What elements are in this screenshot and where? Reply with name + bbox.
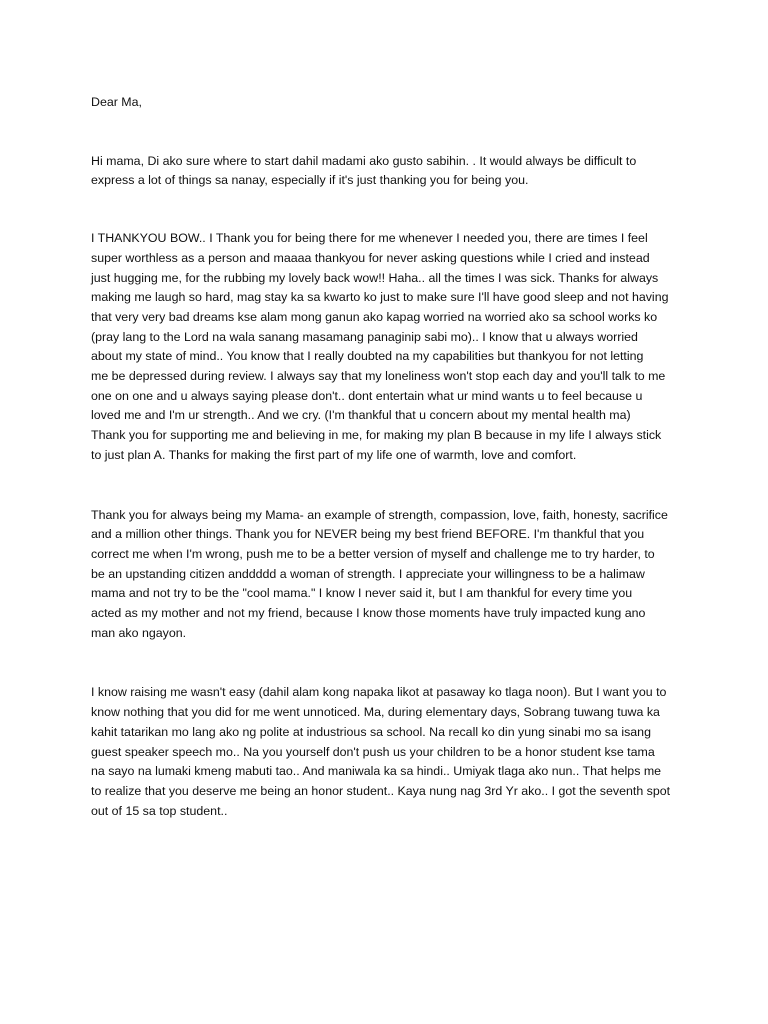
text-line: super worthless as a person and maaaa thankyou for never asking questions while I cried and instead <box>91 250 650 265</box>
text-line: be an upstanding citizen anddddd a woman of strength. I appreciate your willingness to be a halimaw <box>91 566 645 581</box>
text-line: Thank you for supporting me and believing in me, for making my plan B because in my life I always stick <box>91 428 662 443</box>
paragraph-gap <box>91 191 691 229</box>
text-line: know nothing that you did for me went unnoticed. Ma, during elementary days, Sobrang tuwang tuwa ka <box>91 705 660 720</box>
paragraph-intro <box>91 152 691 191</box>
text-line: correct me when I'm wrong, push me to be a better version of myself and challenge me to try harder, to <box>91 546 655 561</box>
text-line: I THANKYOU BOW.. I Thank you for being there for me whenever I needed you, there are times I feel <box>91 231 648 246</box>
text-line: that very very bad dreams kse alam mong ganun ako kapag worried na worried ako sa school works ko <box>91 309 658 324</box>
text-line: na sayo na lumaki kmeng mabuti tao.. And maniwala ka sa hindi.. Umiyak tlaga ako nun.. That helps me <box>91 764 662 779</box>
text-line: man ako ngayon. <box>91 625 187 640</box>
paragraph-raising <box>91 683 691 821</box>
letter-body <box>91 93 691 821</box>
text-line: to realize that you deserve me being an honor student.. Kaya nung nag 3rd Yr ako.. I got the seventh spot <box>91 783 671 798</box>
paragraph-gap <box>91 113 691 152</box>
text-line: mama and not try to be the "cool mama." I know I never said it, but I am thankful for every time you <box>91 586 633 601</box>
text-line: I know raising me wasn't easy (dahil alam kong napaka likot at pasaway ko tlaga noon). But I want you to <box>91 685 667 700</box>
text-line: (pray lang to the Lord na wala sanang masamang panaginip sabi mo).. I know that u always worried <box>91 329 638 344</box>
paragraph-gap <box>91 643 691 683</box>
text-line: to just plan A. Thanks for making the first part of my life one of warmth, love and comfort. <box>91 447 577 462</box>
text-line: Thank you for always being my Mama- an example of strength, compassion, love, faith, honesty, sacrifice <box>91 507 668 522</box>
text-line: acted as my mother and not my friend, because I know those moments have truly impacted kung ano <box>91 606 646 621</box>
paragraph-mama <box>91 506 691 644</box>
text-line: and a million other things. Thank you for NEVER being my best friend BEFORE. I'm thankful that you <box>91 527 645 542</box>
text-line: me be depressed during review. I always say that my loneliness won't stop each day and you'll talk to me <box>91 369 666 384</box>
text-line: Hi mama, Di ako sure where to start dahil madami ako gusto sabihin. . It would always be difficult to <box>91 153 637 168</box>
salutation: Dear Ma, <box>91 95 142 109</box>
text-line: making me laugh so hard, mag stay ka sa kwarto ko just to make sure I'll have good sleep and not having <box>91 290 669 305</box>
paragraph-gap <box>91 466 691 506</box>
text-line: about my state of mind.. You know that I really doubted na my capabilities but thankyou for not letting <box>91 349 644 364</box>
text-line: express a lot of things sa nanay, especially if it's just thanking you for being you. <box>91 173 529 188</box>
text-line: out of 15 sa top student.. <box>91 803 228 818</box>
text-line: kahit tatarikan mo lang ako ng polite at industrious sa school. Na recall ko din yung sinabi mo sa isang <box>91 724 651 739</box>
paragraph-thankyou <box>91 229 691 465</box>
text-line: one on one and u always saying please don't.. dont entertain what ur mind wants u to feel because u <box>91 388 643 403</box>
text-line: loved me and I'm ur strength.. And we cry. (I'm thankful that u concern about my mental health ma) <box>91 408 631 423</box>
text-line: guest speaker speech mo.. Na you yourself don't push us your children to be a honor student kse tama <box>91 744 655 759</box>
text-line: just hugging me, for the rubbing my lovely back wow!! Haha.. all the times I was sick. Thanks for always <box>91 270 659 285</box>
